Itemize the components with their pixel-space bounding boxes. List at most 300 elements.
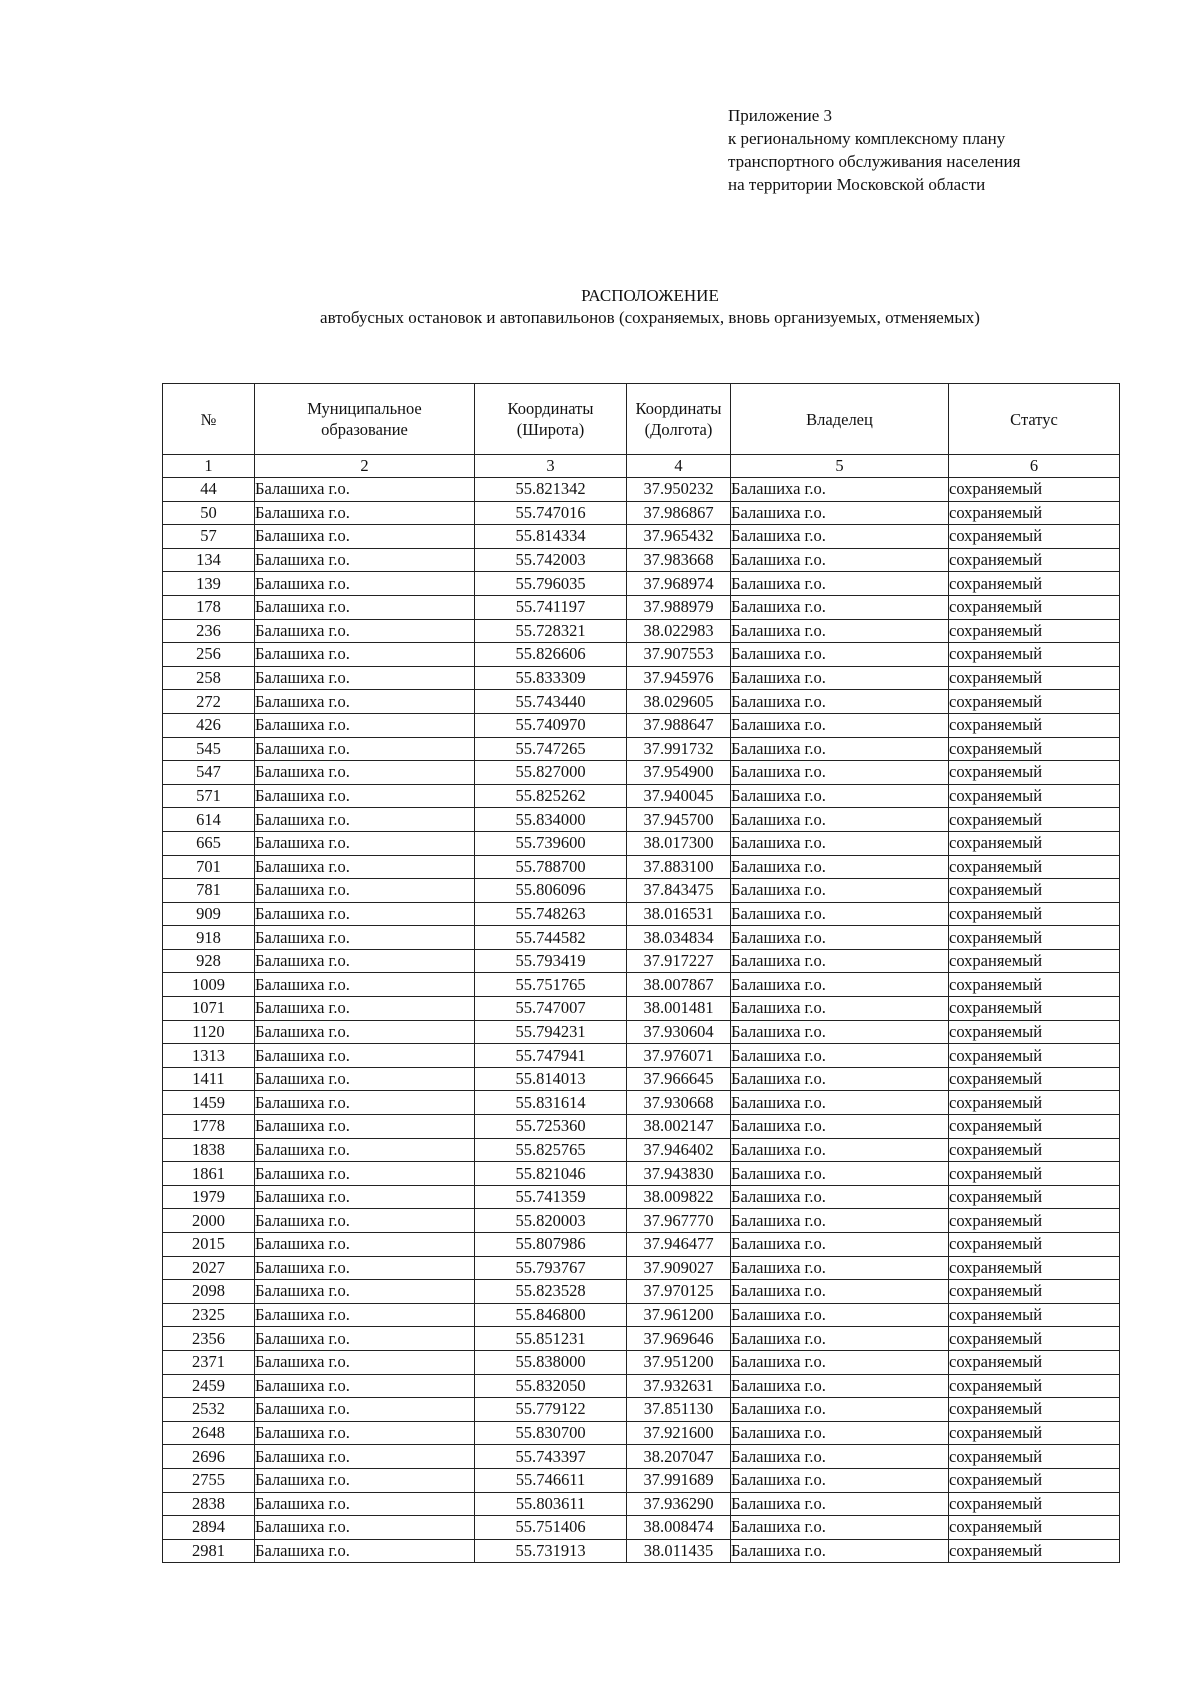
cell-latitude: 55.747016 (475, 501, 627, 525)
cell-longitude: 37.965432 (627, 525, 731, 549)
cell-municipality: Балашиха г.о. (255, 1115, 475, 1139)
table-row (163, 1280, 1120, 1304)
cell-longitude: 37.988979 (627, 595, 731, 619)
cell-status: сохраняемый (949, 690, 1120, 714)
cell-municipality: Балашиха г.о. (255, 1044, 475, 1068)
header-owner: Владелец (731, 384, 949, 455)
cell-municipality: Балашиха г.о. (255, 1468, 475, 1492)
appendix-line: Приложение 3 (728, 106, 832, 125)
cell-latitude: 55.793419 (475, 949, 627, 973)
cell-owner: Балашиха г.о. (731, 973, 949, 997)
cell-longitude: 37.970125 (627, 1280, 731, 1304)
cell-latitude: 55.739600 (475, 831, 627, 855)
cell-latitude: 55.830700 (475, 1421, 627, 1445)
cell-longitude: 38.017300 (627, 831, 731, 855)
cell-municipality: Балашиха г.о. (255, 1327, 475, 1351)
cell-municipality: Балашиха г.о. (255, 525, 475, 549)
cell-latitude: 55.747941 (475, 1044, 627, 1068)
cell-owner: Балашиха г.о. (731, 619, 949, 643)
cell-status: сохраняемый (949, 949, 1120, 973)
cell-owner: Балашиха г.о. (731, 690, 949, 714)
cell-longitude: 37.967770 (627, 1209, 731, 1233)
table-row (163, 1209, 1120, 1233)
cell-owner: Балашиха г.о. (731, 1516, 949, 1540)
cell-longitude: 38.022983 (627, 619, 731, 643)
cell-longitude: 38.034834 (627, 926, 731, 950)
cell-municipality: Балашиха г.о. (255, 761, 475, 785)
appendix-line: транспортного обслуживания населения (728, 152, 1021, 171)
cell-owner: Балашиха г.о. (731, 572, 949, 596)
cell-latitude: 55.740970 (475, 713, 627, 737)
cell-longitude: 37.951200 (627, 1350, 731, 1374)
table-row (163, 501, 1120, 525)
cell-longitude: 37.945976 (627, 666, 731, 690)
cell-stop-number: 178 (163, 595, 255, 619)
table-row (163, 666, 1120, 690)
table-row (163, 902, 1120, 926)
table-row (163, 737, 1120, 761)
cell-status: сохраняемый (949, 1209, 1120, 1233)
table-row (163, 949, 1120, 973)
cell-owner: Балашиха г.о. (731, 1303, 949, 1327)
cell-latitude: 55.743397 (475, 1445, 627, 1469)
cell-municipality: Балашиха г.о. (255, 619, 475, 643)
table-row (163, 1350, 1120, 1374)
cell-stop-number: 918 (163, 926, 255, 950)
cell-status: сохраняемый (949, 926, 1120, 950)
cell-longitude: 37.991732 (627, 737, 731, 761)
table-row (163, 808, 1120, 832)
cell-owner: Балашиха г.о. (731, 761, 949, 785)
table-row (163, 1067, 1120, 1091)
cell-municipality: Балашиха г.о. (255, 643, 475, 667)
cell-latitude: 55.820003 (475, 1209, 627, 1233)
cell-status: сохраняемый (949, 1091, 1120, 1115)
table-row (163, 1185, 1120, 1209)
cell-owner: Балашиха г.о. (731, 1468, 949, 1492)
cell-stop-number: 1778 (163, 1115, 255, 1139)
cell-stop-number: 426 (163, 713, 255, 737)
table-row (163, 1374, 1120, 1398)
cell-stop-number: 928 (163, 949, 255, 973)
cell-status: сохраняемый (949, 902, 1120, 926)
cell-stop-number: 2648 (163, 1421, 255, 1445)
table-row (163, 690, 1120, 714)
cell-latitude: 55.742003 (475, 548, 627, 572)
cell-stop-number: 1411 (163, 1067, 255, 1091)
cell-latitude: 55.825262 (475, 784, 627, 808)
cell-owner: Балашиха г.о. (731, 525, 949, 549)
cell-stop-number: 2696 (163, 1445, 255, 1469)
column-number: 4 (627, 455, 731, 478)
cell-owner: Балашиха г.о. (731, 926, 949, 950)
cell-latitude: 55.834000 (475, 808, 627, 832)
cell-municipality: Балашиха г.о. (255, 1398, 475, 1422)
table-row (163, 1138, 1120, 1162)
cell-longitude: 37.943830 (627, 1162, 731, 1186)
cell-status: сохраняемый (949, 1233, 1120, 1257)
table-row (163, 855, 1120, 879)
cell-stop-number: 2325 (163, 1303, 255, 1327)
cell-latitude: 55.751406 (475, 1516, 627, 1540)
appendix-line: на территории Московской области (728, 175, 986, 194)
cell-longitude: 37.961200 (627, 1303, 731, 1327)
table-row (163, 572, 1120, 596)
cell-longitude: 37.917227 (627, 949, 731, 973)
cell-status: сохраняемый (949, 1492, 1120, 1516)
cell-stop-number: 1459 (163, 1091, 255, 1115)
cell-latitude: 55.823528 (475, 1280, 627, 1304)
cell-longitude: 38.016531 (627, 902, 731, 926)
cell-stop-number: 1861 (163, 1162, 255, 1186)
cell-longitude: 38.029605 (627, 690, 731, 714)
cell-municipality: Балашиха г.о. (255, 572, 475, 596)
cell-stop-number: 1313 (163, 1044, 255, 1068)
cell-owner: Балашиха г.о. (731, 1162, 949, 1186)
cell-stop-number: 2027 (163, 1256, 255, 1280)
table-row (163, 478, 1120, 502)
table-row (163, 595, 1120, 619)
header-number: № (163, 384, 255, 455)
cell-owner: Балашиха г.о. (731, 855, 949, 879)
cell-latitude: 55.831614 (475, 1091, 627, 1115)
cell-owner: Балашиха г.о. (731, 737, 949, 761)
cell-municipality: Балашиха г.о. (255, 548, 475, 572)
cell-stop-number: 2371 (163, 1350, 255, 1374)
cell-latitude: 55.793767 (475, 1256, 627, 1280)
table-row (163, 1327, 1120, 1351)
column-number: 5 (731, 455, 949, 478)
cell-municipality: Балашиха г.о. (255, 1421, 475, 1445)
table-row (163, 1091, 1120, 1115)
cell-owner: Балашиха г.о. (731, 713, 949, 737)
cell-municipality: Балашиха г.о. (255, 926, 475, 950)
table-row (163, 1421, 1120, 1445)
cell-stop-number: 139 (163, 572, 255, 596)
cell-municipality: Балашиха г.о. (255, 1185, 475, 1209)
cell-status: сохраняемый (949, 808, 1120, 832)
appendix-note (728, 104, 1020, 196)
cell-municipality: Балашиха г.о. (255, 1091, 475, 1115)
table-row (163, 1468, 1120, 1492)
document-title (150, 285, 1150, 329)
cell-stop-number: 50 (163, 501, 255, 525)
cell-status: сохраняемый (949, 572, 1120, 596)
cell-municipality: Балашиха г.о. (255, 902, 475, 926)
cell-latitude: 55.825765 (475, 1138, 627, 1162)
cell-longitude: 37.950232 (627, 478, 731, 502)
cell-latitude: 55.746611 (475, 1468, 627, 1492)
cell-municipality: Балашиха г.о. (255, 501, 475, 525)
cell-stop-number: 272 (163, 690, 255, 714)
cell-stop-number: 236 (163, 619, 255, 643)
cell-stop-number: 665 (163, 831, 255, 855)
cell-municipality: Балашиха г.о. (255, 1445, 475, 1469)
cell-owner: Балашиха г.о. (731, 1445, 949, 1469)
cell-longitude: 37.976071 (627, 1044, 731, 1068)
column-number: 3 (475, 455, 627, 478)
cell-latitude: 55.814013 (475, 1067, 627, 1091)
cell-status: сохраняемый (949, 1256, 1120, 1280)
cell-status: сохраняемый (949, 784, 1120, 808)
cell-stop-number: 2015 (163, 1233, 255, 1257)
cell-latitude: 55.725360 (475, 1115, 627, 1139)
cell-latitude: 55.833309 (475, 666, 627, 690)
cell-status: сохраняемый (949, 1067, 1120, 1091)
cell-owner: Балашиха г.о. (731, 1209, 949, 1233)
cell-longitude: 38.002147 (627, 1115, 731, 1139)
cell-status: сохраняемый (949, 1303, 1120, 1327)
cell-owner: Балашиха г.о. (731, 548, 949, 572)
header-municipality: Муниципальное образование (255, 384, 475, 455)
cell-status: сохраняемый (949, 1539, 1120, 1563)
cell-status: сохраняемый (949, 619, 1120, 643)
cell-municipality: Балашиха г.о. (255, 879, 475, 903)
cell-stop-number: 1979 (163, 1185, 255, 1209)
cell-status: сохраняемый (949, 1374, 1120, 1398)
cell-longitude: 37.883100 (627, 855, 731, 879)
cell-latitude: 55.741359 (475, 1185, 627, 1209)
cell-longitude: 37.991689 (627, 1468, 731, 1492)
cell-owner: Балашиха г.о. (731, 1539, 949, 1563)
cell-longitude: 38.009822 (627, 1185, 731, 1209)
cell-longitude: 37.921600 (627, 1421, 731, 1445)
cell-latitude: 55.832050 (475, 1374, 627, 1398)
table-row (163, 619, 1120, 643)
cell-municipality: Балашиха г.о. (255, 1162, 475, 1186)
cell-stop-number: 258 (163, 666, 255, 690)
cell-latitude: 55.743440 (475, 690, 627, 714)
cell-municipality: Балашиха г.о. (255, 1233, 475, 1257)
table-row (163, 761, 1120, 785)
cell-municipality: Балашиха г.о. (255, 1374, 475, 1398)
cell-longitude: 37.930604 (627, 1020, 731, 1044)
cell-longitude: 37.968974 (627, 572, 731, 596)
cell-owner: Балашиха г.о. (731, 879, 949, 903)
cell-stop-number: 545 (163, 737, 255, 761)
cell-municipality: Балашиха г.о. (255, 1303, 475, 1327)
cell-status: сохраняемый (949, 1398, 1120, 1422)
cell-status: сохраняемый (949, 973, 1120, 997)
cell-owner: Балашиха г.о. (731, 1492, 949, 1516)
cell-municipality: Балашиха г.о. (255, 478, 475, 502)
cell-stop-number: 256 (163, 643, 255, 667)
cell-stop-number: 2981 (163, 1539, 255, 1563)
table-row (163, 1539, 1120, 1563)
cell-status: сохраняемый (949, 478, 1120, 502)
cell-stop-number: 2098 (163, 1280, 255, 1304)
cell-longitude: 37.936290 (627, 1492, 731, 1516)
table-body (163, 478, 1120, 1563)
cell-longitude: 37.932631 (627, 1374, 731, 1398)
cell-stop-number: 134 (163, 548, 255, 572)
cell-stop-number: 1120 (163, 1020, 255, 1044)
table-header-row (163, 384, 1120, 455)
cell-stop-number: 2459 (163, 1374, 255, 1398)
table-row (163, 1303, 1120, 1327)
cell-owner: Балашиха г.о. (731, 1398, 949, 1422)
cell-municipality: Балашиха г.о. (255, 855, 475, 879)
cell-longitude: 37.946477 (627, 1233, 731, 1257)
cell-latitude: 55.827000 (475, 761, 627, 785)
table-row (163, 1020, 1120, 1044)
cell-latitude: 55.851231 (475, 1327, 627, 1351)
cell-status: сохраняемый (949, 713, 1120, 737)
cell-status: сохраняемый (949, 595, 1120, 619)
cell-latitude: 55.728321 (475, 619, 627, 643)
cell-stop-number: 614 (163, 808, 255, 832)
cell-status: сохраняемый (949, 1020, 1120, 1044)
cell-longitude: 37.945700 (627, 808, 731, 832)
cell-status: сохраняемый (949, 1044, 1120, 1068)
column-number: 2 (255, 455, 475, 478)
header-status: Статус (949, 384, 1120, 455)
cell-municipality: Балашиха г.о. (255, 1067, 475, 1091)
column-number: 6 (949, 455, 1120, 478)
cell-latitude: 55.803611 (475, 1492, 627, 1516)
cell-municipality: Балашиха г.о. (255, 737, 475, 761)
cell-owner: Балашиха г.о. (731, 1044, 949, 1068)
cell-municipality: Балашиха г.о. (255, 949, 475, 973)
cell-owner: Балашиха г.о. (731, 1233, 949, 1257)
cell-stop-number: 2532 (163, 1398, 255, 1422)
cell-longitude: 37.930668 (627, 1091, 731, 1115)
cell-stop-number: 57 (163, 525, 255, 549)
cell-owner: Балашиха г.о. (731, 643, 949, 667)
cell-longitude: 37.954900 (627, 761, 731, 785)
cell-status: сохраняемый (949, 1115, 1120, 1139)
cell-owner: Балашиха г.о. (731, 784, 949, 808)
cell-status: сохраняемый (949, 1138, 1120, 1162)
cell-municipality: Балашиха г.о. (255, 808, 475, 832)
cell-municipality: Балашиха г.о. (255, 973, 475, 997)
cell-status: сохраняемый (949, 855, 1120, 879)
cell-stop-number: 2755 (163, 1468, 255, 1492)
table-row (163, 926, 1120, 950)
cell-latitude: 55.814334 (475, 525, 627, 549)
cell-latitude: 55.731913 (475, 1539, 627, 1563)
cell-longitude: 38.207047 (627, 1445, 731, 1469)
cell-municipality: Балашиха г.о. (255, 690, 475, 714)
cell-stop-number: 44 (163, 478, 255, 502)
cell-municipality: Балашиха г.о. (255, 997, 475, 1021)
cell-status: сохраняемый (949, 1516, 1120, 1540)
cell-owner: Балашиха г.о. (731, 1280, 949, 1304)
cell-latitude: 55.751765 (475, 973, 627, 997)
cell-owner: Балашиха г.о. (731, 666, 949, 690)
cell-longitude: 37.909027 (627, 1256, 731, 1280)
cell-stop-number: 2356 (163, 1327, 255, 1351)
cell-owner: Балашиха г.о. (731, 478, 949, 502)
cell-owner: Балашиха г.о. (731, 1020, 949, 1044)
cell-owner: Балашиха г.о. (731, 1327, 949, 1351)
cell-status: сохраняемый (949, 1445, 1120, 1469)
cell-municipality: Балашиха г.о. (255, 1256, 475, 1280)
cell-owner: Балашиха г.о. (731, 831, 949, 855)
cell-municipality: Балашиха г.о. (255, 1539, 475, 1563)
cell-municipality: Балашиха г.о. (255, 1350, 475, 1374)
table-row (163, 1492, 1120, 1516)
cell-stop-number: 781 (163, 879, 255, 903)
cell-latitude: 55.838000 (475, 1350, 627, 1374)
cell-longitude: 37.907553 (627, 643, 731, 667)
cell-municipality: Балашиха г.о. (255, 595, 475, 619)
cell-status: сохраняемый (949, 1468, 1120, 1492)
cell-status: сохраняемый (949, 1327, 1120, 1351)
cell-latitude: 55.779122 (475, 1398, 627, 1422)
table-row (163, 1445, 1120, 1469)
cell-municipality: Балашиха г.о. (255, 1020, 475, 1044)
cell-status: сохраняемый (949, 1280, 1120, 1304)
table-row (163, 1233, 1120, 1257)
cell-latitude: 55.744582 (475, 926, 627, 950)
cell-status: сохраняемый (949, 666, 1120, 690)
cell-owner: Балашиха г.о. (731, 997, 949, 1021)
cell-longitude: 38.007867 (627, 973, 731, 997)
cell-latitude: 55.846800 (475, 1303, 627, 1327)
cell-latitude: 55.748263 (475, 902, 627, 926)
table-row (163, 831, 1120, 855)
cell-owner: Балашиха г.о. (731, 1256, 949, 1280)
bus-stops-table (162, 383, 1120, 1563)
cell-latitude: 55.806096 (475, 879, 627, 903)
cell-longitude: 38.008474 (627, 1516, 731, 1540)
cell-municipality: Балашиха г.о. (255, 1209, 475, 1233)
cell-municipality: Балашиха г.о. (255, 666, 475, 690)
table-row (163, 713, 1120, 737)
cell-longitude: 37.851130 (627, 1398, 731, 1422)
cell-status: сохраняемый (949, 761, 1120, 785)
header-latitude: Координаты (Широта) (475, 384, 627, 455)
cell-owner: Балашиха г.о. (731, 1374, 949, 1398)
cell-stop-number: 701 (163, 855, 255, 879)
cell-status: сохраняемый (949, 548, 1120, 572)
cell-owner: Балашиха г.о. (731, 1067, 949, 1091)
cell-longitude: 37.946402 (627, 1138, 731, 1162)
table-row (163, 643, 1120, 667)
cell-owner: Балашиха г.о. (731, 595, 949, 619)
table-row (163, 784, 1120, 808)
cell-status: сохраняемый (949, 831, 1120, 855)
cell-longitude: 37.966645 (627, 1067, 731, 1091)
table-row (163, 1115, 1120, 1139)
cell-status: сохраняемый (949, 525, 1120, 549)
table-row (163, 1516, 1120, 1540)
cell-status: сохраняемый (949, 997, 1120, 1021)
cell-status: сохраняемый (949, 1162, 1120, 1186)
cell-longitude: 37.940045 (627, 784, 731, 808)
cell-stop-number: 1838 (163, 1138, 255, 1162)
cell-stop-number: 909 (163, 902, 255, 926)
cell-status: сохраняемый (949, 1421, 1120, 1445)
cell-status: сохраняемый (949, 737, 1120, 761)
cell-status: сохраняемый (949, 501, 1120, 525)
cell-municipality: Балашиха г.о. (255, 1280, 475, 1304)
header-longitude: Координаты (Долгота) (627, 384, 731, 455)
cell-owner: Балашиха г.о. (731, 949, 949, 973)
cell-longitude: 38.001481 (627, 997, 731, 1021)
cell-longitude: 37.969646 (627, 1327, 731, 1351)
table-row (163, 879, 1120, 903)
cell-latitude: 55.747265 (475, 737, 627, 761)
cell-longitude: 37.843475 (627, 879, 731, 903)
cell-latitude: 55.788700 (475, 855, 627, 879)
cell-owner: Балашиха г.о. (731, 902, 949, 926)
cell-owner: Балашиха г.о. (731, 1350, 949, 1374)
table-row (163, 548, 1120, 572)
cell-owner: Балашиха г.о. (731, 808, 949, 832)
cell-latitude: 55.741197 (475, 595, 627, 619)
